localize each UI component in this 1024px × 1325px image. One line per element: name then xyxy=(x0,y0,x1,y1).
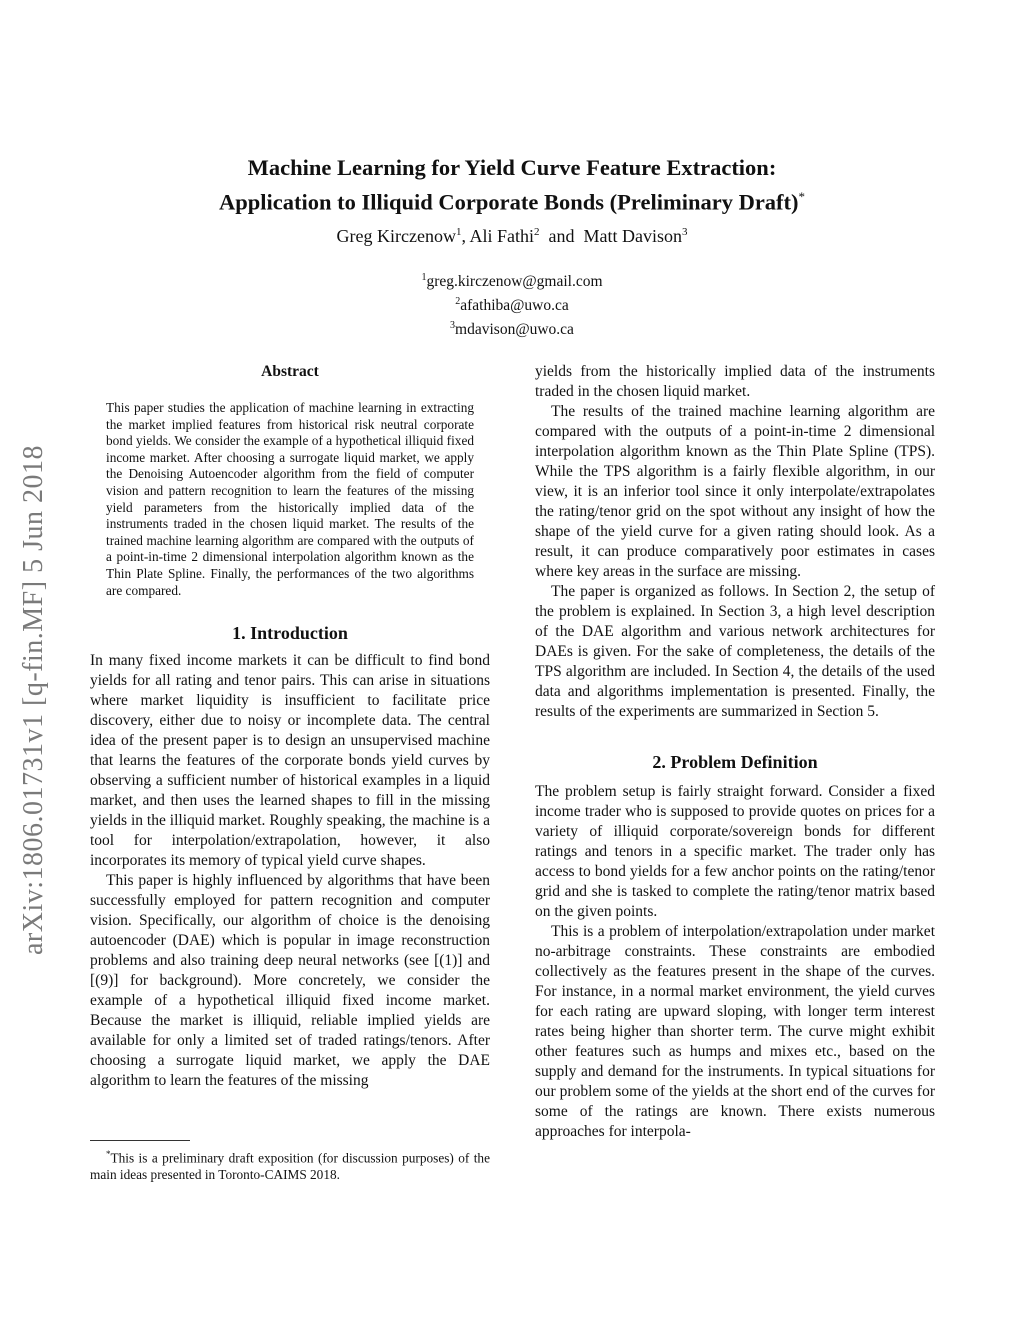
email-list xyxy=(0,268,1024,340)
email-3-text: mdavison@uwo.ca xyxy=(455,321,574,339)
intro-paragraph-1: In many fixed income markets it can be difficult to find bond yields for all rating and tenor pairs. This can arise in situations where market liquidity is insufficient to facilitate price discovery, either due to noisy or incomplete data. The central idea of the present paper is to design an unsupervised machine that learns the features of the corporate bonds yield curves by observing a sufficient number of historical examples in a liquid market, and then uses the learned shapes to fill in the missing yields in the illiquid market. Roughly speaking, the machine is a tool for interpolation/extrapolation, however, it also incorporates its memory of typical yield curve shapes. xyxy=(90,652,490,870)
right-paragraph-2: The paper is organized as follows. In Section 2, the setup of the problem is explained. In Section 3, a high level description of the DAE algorithm and various network architectures for DAEs is given. For the sake of completeness, the details of the TPS algorithm are included. In Section 4, the details of the used data and algorithms implementation is presented. Finally, the results of the experiments are summarized in Section 5. xyxy=(535,583,935,720)
author-3-sup: 3 xyxy=(681,226,688,238)
right-paragraph-3: The problem setup is fairly straight forward. Consider a fixed income trader who is supposed to provide quotes on prices for a variety of illiquid corporate/sovereign bonds for different ratings and tenors in a specific market. The trader only has access to bond yields for a few anchor points on the rating/tenor grid and she is tasked to complete the rating/tenor matrix based on the given points. xyxy=(535,783,935,920)
right-paragraph-1: The results of the trained machine learning algorithm are compared with the outputs of a point-in-time 2 dimensional interpolation algorithm known as the Thin Plate Spline (TPS). While the TPS algorithm is a fairly flexible algorithm, in our view, it is an inferior tool since it only interpolate/extrapolates the rating/tenor grid on the spot without any insight of how the shape of the yield curve for a given rating should look. As a result, it can produce comparatively poor estimates in cases where key areas in the surface are missing. xyxy=(535,403,935,580)
title-footnote-mark: * xyxy=(798,189,806,204)
author-3: Matt Davison xyxy=(583,226,682,246)
footnote-mark: * xyxy=(106,1149,111,1159)
problem-definition-heading: 2. Problem Definition xyxy=(652,752,818,772)
arxiv-side-stamp: arXiv:1806.01731v1 [q-fin.MF] 5 Jun 2018 xyxy=(18,445,49,955)
author-list: Greg Kirczenow$^1$, Ali Fathi$^2$ and Matt Davison$^3$ xyxy=(336,226,688,246)
right-column xyxy=(535,362,935,1142)
intro-heading: 1. Introduction xyxy=(232,623,348,644)
footnote-text: This is a preliminary draft exposition (for discussion purposes) of the main ideas presented in Toronto-CAIMS 2018. xyxy=(90,1150,490,1183)
paper-title xyxy=(0,153,1024,217)
author-and: and xyxy=(548,226,575,246)
footnote xyxy=(90,1146,490,1184)
email-1-text: greg.kirczenow@gmail.com xyxy=(426,273,603,291)
author-1-sup: 1 xyxy=(455,226,462,238)
email-1-sup: 1 xyxy=(421,272,427,283)
email-2-text: afathiba@uwo.ca xyxy=(460,297,569,315)
author-2: Ali Fathi xyxy=(469,226,534,246)
right-paragraph-0: yields from the historically implied data of the instruments traded in the chosen liquid market. xyxy=(535,363,935,400)
right-paragraph-4: This is a problem of interpolation/extrapolation under market no-arbitrage constraints. These constraints are embodied collectively as the features present in the shape of the curves. For instance, in a normal market environment, the yield curves for each rating are upward sloping, with longer term interest rates being higher than shorter term. The curve might exhibit other features such as humps and mixes etc., based on the supply and demand for the instruments. In typical situations for our problem some of the yields at the short end of the curves for some of the ratings are known. There exists numerous approaches for interpola- xyxy=(535,923,935,1140)
title-line-2 xyxy=(0,182,1024,217)
title-line-1: Machine Learning for Yield Curve Feature Extraction: xyxy=(247,155,777,180)
left-column xyxy=(90,362,490,1091)
email-2 xyxy=(0,292,1024,316)
email-2-sup: 2 xyxy=(455,296,461,308)
email-1 xyxy=(0,268,1024,292)
title-line-2-text: Application to Illiquid Corporate Bonds (Preliminary Draft) xyxy=(218,189,799,215)
email-3-sup: 3 xyxy=(450,320,456,332)
intro-paragraph-2: This paper is highly influenced by algorithms that have been successfully employed for pattern recognition and computer vision. Specifically, our algorithm of choice is the denoising autoencoder (DAE) which is popular in image reconstruction problems and also training deep neural networks (see [(1)] and [(9)] for background). More concretely, we consider the example of a hypothetical illiquid fixed income market. Because the market is illiquid, reliable implied yields are available for only a limited set of traded ratings/tenors. After choosing a surrogate liquid market, we apply the DAE algorithm to learn the features of the missing xyxy=(90,872,490,1090)
abstract-heading: Abstract xyxy=(261,363,319,380)
abstract-text: This paper studies the application of machine learning in extracting the market implied features from historical risk neutral corporate bond yields. We consider the example of a hypothetical illiquid fixed income market. After choosing a surrogate liquid market, we apply the Denoising Autoencoder algorithm from the field of computer vision and pattern recognition to learn the features of the missing yield parameters from the historically implied data of the instruments traded in the chosen liquid market. The results of the trained machine learning algorithm are compared with the outputs of a point-in-time 2 dimensional interpolation algorithm known as the Thin Plate Spline. Finally, the performances of the two algorithms are compared. xyxy=(106,400,474,598)
email-3 xyxy=(0,316,1024,340)
author-1: Greg Kirczenow xyxy=(336,226,456,246)
footnote-rule xyxy=(90,1140,190,1141)
author-2-sup: 2 xyxy=(533,226,540,238)
